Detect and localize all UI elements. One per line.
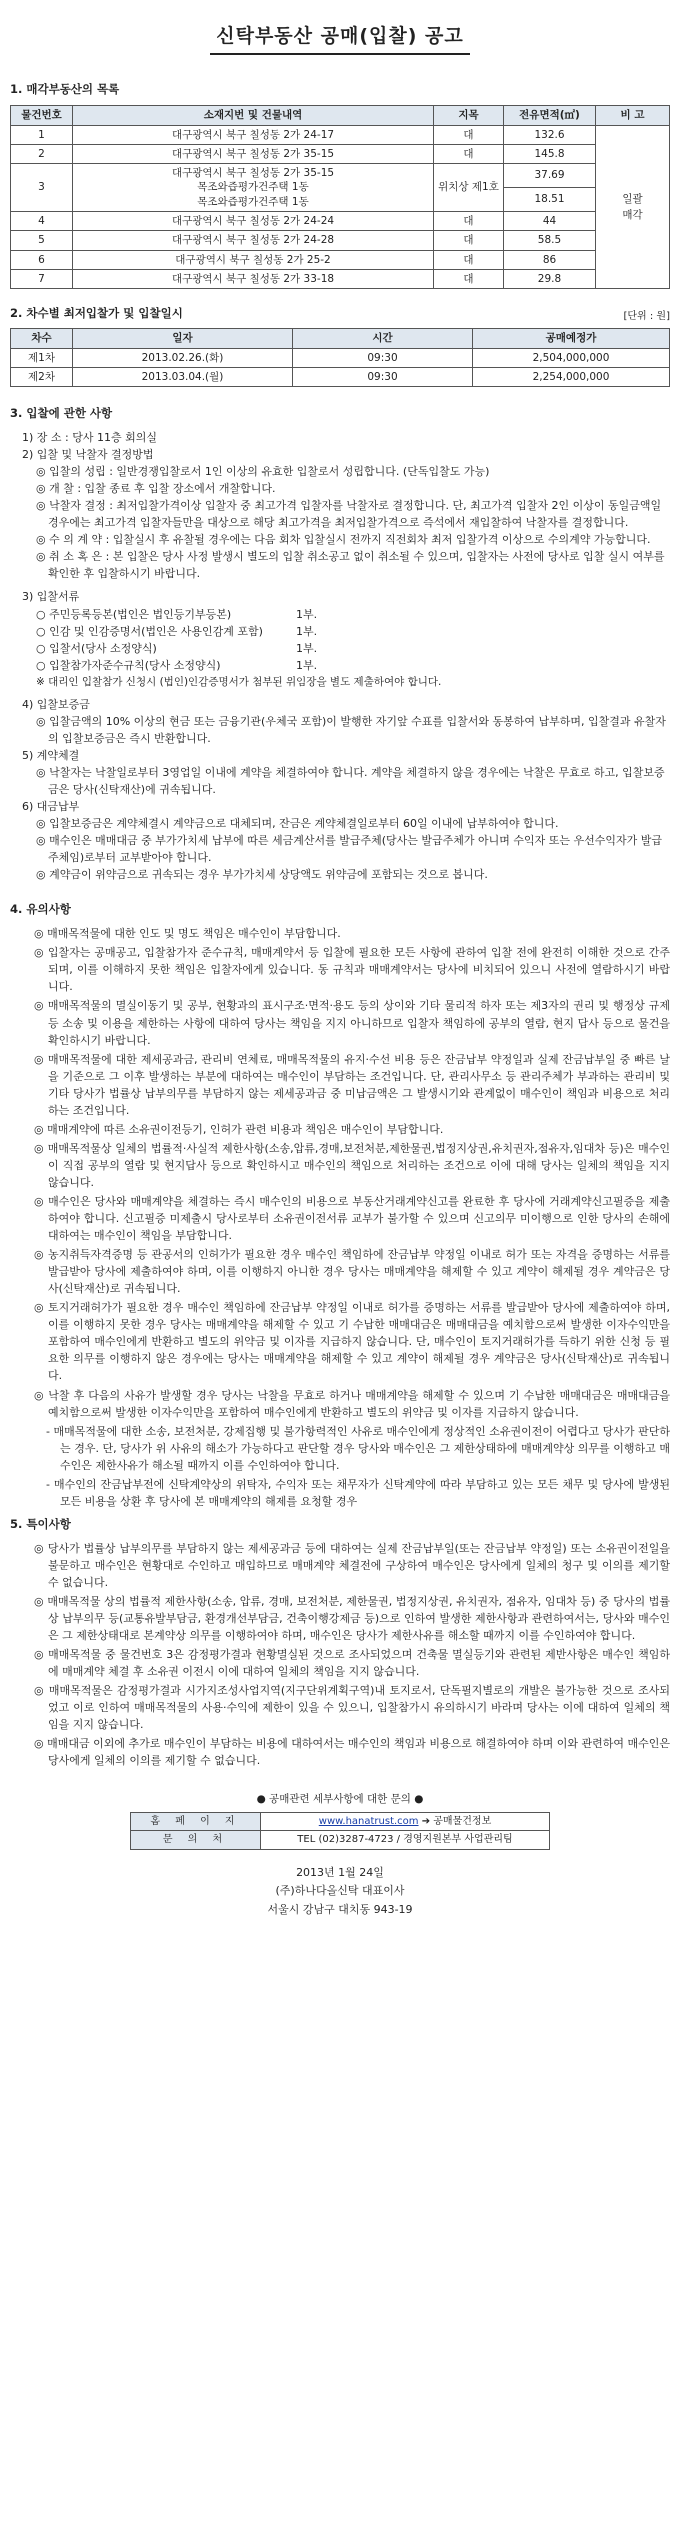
notice-date: 2013년 1월 24일 [296, 1865, 384, 1879]
section-4-heading: 4. 유의사항 [10, 902, 71, 917]
list-item: ○ 주민등록등본(법인은 법인등기부등본) 1부. [36, 607, 318, 621]
property-table-header [11, 106, 670, 125]
cell-jimok: 대 [434, 125, 504, 144]
cell-no: 3 [11, 164, 73, 212]
payment-item: ◎ 매수인은 매매대금 중 부가가치세 납부에 따른 세금계산서를 발급주체(당사는 발급주체가 아니며 수익자 또는 우선수익자가 발급주체임)로부터 교부받아야 합니다. [36, 834, 663, 865]
payment-item: ◎ 계약금이 위약금으로 귀속되는 경우 부가가치세 상당액도 위약금에 포함되는 것으로 봅니다. [36, 868, 488, 882]
payment-item: ◎ 입찰보증금은 계약체결시 계약금으로 대체되며, 잔금은 계약체결일로부터 60일 이내에 납부하여야 합니다. [36, 817, 559, 831]
cell-area: 145.8 [504, 144, 596, 163]
cell-address: 대구광역시 북구 칠성동 2가 24-17 [73, 125, 434, 144]
col-date: 일자 [73, 329, 293, 348]
col-jimok: 지목 [434, 106, 504, 125]
cell-no: 6 [11, 250, 73, 269]
caution-item: ◎ 토지거래허가가 필요한 경우 매수인 책임하에 잔금납부 약정일 이내로 허가를 증명하는 서류를 발급받아 당사에 제출하여야 하며, 이를 이행하지 못한 경우 당사는 매매계약을 해제할 수 있고 기 수납한 매매대금은 매매대금을 예치함으로써 발생한 이자수익만을 포함하여 매수인에게 반환하고 별도의 위약금 및 이자를 지급하지 않습니다. 단, 매수인이 토지거래허가를 득하기 위한 신청 등 필요한 의무를 이행하지 않은 경우에는 당사는 매매계약을 해제할 수 있고 계약이 해제될 경우 계약금은 당사(신탁재산)로 귀속됩니다. [34, 1301, 670, 1383]
cell-area: 44 [504, 212, 596, 231]
section-3-heading: 3. 입찰에 관한 사항 [10, 406, 113, 421]
caution-item: ◎ 매수인은 당사와 매매계약을 체결하는 즉시 매수인의 비용으로 부동산거래계약신고를 완료한 후 당사에 거래계약신고필증을 제출하여야 합니다. 신고필증 미제출시 당사로부터 소유권이전서류 교부가 불가할 수 있으며 신고의무 미이행으로 인한 당사의 손해에 대하여는 매수인이 책임을 부담합니다. [34, 1194, 670, 1243]
cell-time: 09:30 [293, 367, 473, 386]
cell-time: 09:30 [293, 348, 473, 367]
cell-area: 37.69 [504, 164, 596, 188]
cell-round: 제2차 [11, 367, 73, 386]
caution-item: ◎ 매매목적물에 대한 제세공과금, 관리비 연체료, 매매목적물의 유지·수선 비용 등은 잔금납부 약정일과 실제 잔금납부일 중 빠른 날을 기준으로 그 이후 발생하는 부분에 대하여는 매수인이 부담하는 조건입니다. 단, 관리사무소 등 관리주체가 부과하는 관리비 및 기타 당사가 법률상 납부의무를 부담하지 않는 제세공과금 중 미납금액은 그 발생시기와 관계없이 매수인이 책임과 비용으로 처리하는 조건입니다. [34, 1052, 670, 1117]
section-2-heading: 2. 차수별 최저입찰가 및 입찰일시 [10, 306, 183, 321]
table-row [11, 212, 670, 231]
cell-jimok: 대 [434, 231, 504, 250]
cell-area: 86 [504, 250, 596, 269]
property-table [10, 105, 670, 289]
method-heading: 2) 입찰 및 낙찰자 결정방법 [22, 448, 154, 462]
cell-no: 4 [11, 212, 73, 231]
section-5-heading: 5. 특이사항 [10, 1516, 71, 1531]
cell-remark: 일괄매각 [596, 125, 670, 289]
special-item: ◎ 당사가 법률상 납부의무를 부담하지 않는 제세공과금 등에 대하여는 실제 잔금납부일(또는 잔금납부 약정일) 또는 소유권이전일을 불문하고 매수인은 현황대로 수인하고 매입하므로 매매계약 체결전에 구상하여 매수인은 당사에게 일체의 청구 및 이의를 제기할 수 없습니다. [34, 1541, 670, 1589]
list-item: ○ 입찰참가자준수규칙(당사 소정양식) 1부. [36, 658, 318, 672]
table-row [11, 164, 670, 188]
cell-jimok: 대 [434, 212, 504, 231]
contact-heading: ● 공매관련 세부사항에 대한 문의 ● [256, 1793, 424, 1806]
cell-area: 18.51 [504, 188, 596, 212]
caution-item: ◎ 농지취득자격증명 등 관공서의 인허가가 필요한 경우 매수인 책임하에 잔금납부 약정일 이내로 허가 또는 자격을 증명하는 서류를 발급받아 당사에 제출하여야 하며, 이를 이행하지 아니한 경우 당사는 매매계약을 해제할 수 있고 계약이 해제될 경우 계약금은 당사(신탁재산)로 귀속됩니다. [34, 1248, 670, 1296]
cell-area: 132.6 [504, 125, 596, 144]
method-item: ◎ 수 의 계 약 : 입찰실시 후 유찰될 경우에는 다음 회차 입찰실시 전까지 직전회차 최저 입찰가격 이상으로 수의계약 가능합니다. [36, 533, 651, 547]
table-row [11, 348, 670, 367]
table-row [11, 367, 670, 386]
cell-address: 대구광역시 북구 칠성동 2가 24-24 [73, 212, 434, 231]
col-remark: 비 고 [596, 106, 670, 125]
cell-round: 제1차 [11, 348, 73, 367]
homepage-value: www.hanatrust.com ➔ 공매물건정보 [261, 1812, 550, 1831]
page-title: 신탁부동산 공매(입찰) 공고 [10, 14, 670, 67]
cell-no: 7 [11, 269, 73, 288]
schedule-table [10, 328, 670, 387]
payment-heading: 6) 대금납부 [22, 800, 80, 814]
caution-item: ◎ 입찰자는 공매공고, 입찰참가자 준수규칙, 매매계약서 등 입찰에 필요한 모든 사항에 관하여 입찰 전에 완전히 이해한 것으로 간주되며, 이를 이해하지 못한 책임은 입찰자에게 있습니다. 동 규칙과 매매계약서는 당사에 비치되어 있으니 사전에 열람하시기 바랍니다. [34, 946, 670, 994]
cell-area: 58.5 [504, 231, 596, 250]
cell-price: 2,254,000,000 [473, 367, 670, 386]
contract-item: ◎ 낙찰자는 낙찰일로부터 3영업일 이내에 계약을 체결하여야 합니다. 계약을 체결하지 않을 경우에는 낙찰은 무효로 하고, 입찰보증금은 당사(신탁재산)에 귀속됩니다. [36, 766, 665, 797]
docs-list [36, 606, 670, 690]
table-row [11, 231, 670, 250]
cell-date: 2013.02.26.(화) [73, 348, 293, 367]
cell-address: 대구광역시 북구 칠성동 2가 35-15 [73, 144, 434, 163]
cell-address: 대구광역시 북구 칠성동 2가 35-15 목조와즙평가건주택 1동 목조와즙평가건주택 1동 [73, 164, 434, 212]
caution-item: ◎ 매매목적물상 일체의 법률적·사실적 제한사항(소송,압류,경매,보전처분,제한물권,법정지상권,유치권자,점유자,임대차 등)은 매수인이 직접 공부의 열람 및 현지답사 등으로 확인하시고 매수인의 책임으로 처리하는 조건으로 이에 대해 당사는 일체의 책임을 지지 않습니다. [34, 1141, 670, 1189]
list-item: ○ 입찰서(당사 소정양식) 1부. [36, 641, 318, 655]
col-item-no: 물건번호 [11, 106, 73, 125]
method-item: ◎ 입찰의 성립 : 일반경쟁입찰로서 1인 이상의 유효한 입찰로서 성립합니다. (단독입찰도 가능) [36, 465, 490, 479]
bid-place: 1) 장 소 : 당사 11층 회의실 [22, 431, 157, 445]
caution-item: ◎ 매매목적물에 대한 인도 및 명도 책임은 매수인이 부담합니다. [34, 927, 341, 941]
cell-jimok: 대 [434, 144, 504, 163]
cell-no: 5 [11, 231, 73, 250]
table-row [11, 144, 670, 163]
special-item: ◎ 매매목적물 상의 법률적 제한사항(소송, 압류, 경매, 보전처분, 제한물권, 법정지상권, 유치권자, 점유자, 임대차 등) 중 당사의 법률상 납부의무 등(교통유발부담금, 환경개선부담금, 건축이행강제금 등)으로 인하여 발생한 제한사항과 관련하여서는, 당사와 매수인은 그 제한상태대로 본계약상 의무를 이행하여야 하며, 매수인은 당사가 제한사유를 해소할 때까지 이를 수인하여야 합니다. [34, 1594, 670, 1642]
col-round: 차수 [11, 329, 73, 348]
cell-jimok: 대 [434, 269, 504, 288]
contract-heading: 5) 계약체결 [22, 749, 80, 763]
contact-value: TEL (02)3287-4723 / 경영지원본부 사업관리팀 [261, 1831, 550, 1850]
special-item: ◎ 매매목적물 중 물건번호 3은 감정평가결과 현황멸실된 것으로 조사되었으며 건축물 멸실등기와 관련된 제반사항은 매수인 책임하에 매매계약 체결 후 소유권 이전시 이에 대하여 일체의 책임을 지지 않습니다. [34, 1647, 670, 1678]
cell-date: 2013.03.04.(월) [73, 367, 293, 386]
homepage-link[interactable]: www.hanatrust.com [318, 1815, 419, 1827]
section-1-heading: 1. 매각부동산의 목록 [10, 82, 120, 97]
caution-item: ◎ 낙찰 후 다음의 사유가 발생할 경우 당사는 낙찰을 무효로 하거나 매매계약을 해제할 수 있으며 기 수납한 매매대금은 매매대금을 예치함으로써 발생한 이자수익만을 포함하여 매수인에게 반환하고 별도의 위약금 및 이자를 지급하지 않습니다. [34, 1388, 670, 1419]
cell-jimok: 위치상 제1호 [434, 164, 504, 212]
special-item: ◎ 매매목적물은 감정평가결과 시가지조성사업지역(지구단위계획구역)내 토지로서, 단독필지별로의 개발은 불가능한 것으로 조사되었고 이로 인하여 매매목적물의 사용·수익에 제한이 있을 수 있으니, 입찰참가시 유의하시기 바라며 당사는 이에 대하여 일체의 책임을 지지 않습니다. [34, 1684, 670, 1732]
contact-label: 문 의 처 [131, 1831, 261, 1850]
table-row [11, 125, 670, 144]
homepage-label: 홈 페 이 지 [131, 1812, 261, 1831]
caution-item: ◎ 매매계약에 따른 소유권이전등기, 인허가 관련 비용과 책임은 매수인이 부담합니다. [34, 1122, 444, 1136]
special-item: ◎ 매매대금 이외에 추가로 매수인이 부담하는 비용에 대하여서는 매수인의 책임과 비용으로 해결하여야 하며 이와 관련하여 매수인은 당사에게 일체의 이의를 제기할 수 없습니다. [34, 1737, 670, 1768]
caution-subitem: - 매매목적물에 대한 소송, 보전처분, 강제집행 및 불가항력적인 사유로 매수인에게 정상적인 소유권이전이 어렵다고 당사가 판단하는 경우. 단, 당사가 위 사유의 해소가 가능하다고 판단할 경우 당사와 매수인은 그 제한상태하에 매매계약상 의무를 이행하고 매수인은 제한사유가 해소될 때까지 이를 수인하여야 합니다. [46, 1424, 670, 1472]
list-item: ○ 인감 및 인감증명서(법인은 사용인감계 포함) 1부. [36, 624, 318, 638]
caution-subitem: - 매수인의 잔금납부전에 신탁계약상의 위탁자, 수익자 또는 채무자가 신탁계약에 따라 부담하고 있는 모든 채무 및 당사에 발생된 모든 비용을 상환 후 당사에 본 매매계약의 해제를 요청할 경우 [46, 1477, 670, 1508]
table-row [131, 1831, 550, 1850]
method-item: ◎ 개 찰 : 입찰 종료 후 입찰 장소에서 개찰합니다. [36, 482, 276, 496]
schedule-table-header [11, 329, 670, 348]
docs-note: ※ 대리인 입찰참가 신청시 (법인)인감증명서가 첨부된 위임장을 별도 제출하여야 합니다. [36, 675, 442, 688]
deposit-item: ◎ 입찰금액의 10% 이상의 현금 또는 금융기관(우체국 포함)이 발행한 자기앞 수표를 입찰서와 동봉하여 납부하며, 입찰결과 유찰자의 입찰보증금은 즉시 반환합니다. [36, 715, 666, 746]
company-address: 서울시 강남구 대치동 943-19 [267, 1902, 413, 1916]
company-name: (주)하나다올신탁 대표이사 [275, 1884, 405, 1898]
method-item: ◎ 취 소 혹 은 : 본 입찰은 당사 사정 발생시 별도의 입찰 취소공고 없이 취소될 수 있으며, 입찰자는 사전에 당사로 입찰 실시 여부를 확인한 후 입찰하시기 바랍니다. [36, 550, 665, 581]
col-time: 시간 [293, 329, 473, 348]
unit-label: [단위 : 원] [623, 310, 670, 322]
cell-address: 대구광역시 북구 칠성동 2가 24-28 [73, 231, 434, 250]
table-row [11, 269, 670, 288]
table-row [131, 1812, 550, 1831]
table-row [11, 250, 670, 269]
cell-no: 1 [11, 125, 73, 144]
contact-table [130, 1812, 550, 1850]
cell-price: 2,504,000,000 [473, 348, 670, 367]
contact-box [130, 1791, 550, 1849]
signoff [10, 1864, 670, 1920]
cell-address: 대구광역시 북구 칠성동 2가 25-2 [73, 250, 434, 269]
cell-area: 29.8 [504, 269, 596, 288]
docs-heading: 3) 입찰서류 [22, 590, 80, 604]
caution-item: ◎ 매매목적물의 멸실이동기 및 공부, 현황과의 표시구조·면적·용도 등의 상이와 기타 물리적 하자 또는 제3자의 권리 및 행정상 규제 등 소송 및 이용을 제한하는 사항에 대하여 당사는 책임을 지지 아니하므로 입찰자 책임하에 공부의 열람, 현지 답사 등으로 물건을 확인하시기 바랍니다. [34, 999, 670, 1047]
cell-address: 대구광역시 북구 칠성동 2가 33-18 [73, 269, 434, 288]
method-item: ◎ 낙찰자 결정 : 최저입찰가격이상 입찰자 중 최고가격 입찰자를 낙찰자로 결정합니다. 단, 최고가격 입찰자 2인 이상이 동일금액일 경우에는 최고가격 입찰자들만을 대상으로 해당 최고가격을 최저입찰가격으로 즉석에서 재입찰하여 낙찰자를 결정합니다. [36, 499, 662, 530]
col-address: 소재지번 및 건물내역 [73, 106, 434, 125]
col-price: 공매예정가 [473, 329, 670, 348]
deposit-heading: 4) 입찰보증금 [22, 697, 90, 711]
cell-jimok: 대 [434, 250, 504, 269]
col-area: 전유면적(㎡) [504, 106, 596, 125]
cell-no: 2 [11, 144, 73, 163]
